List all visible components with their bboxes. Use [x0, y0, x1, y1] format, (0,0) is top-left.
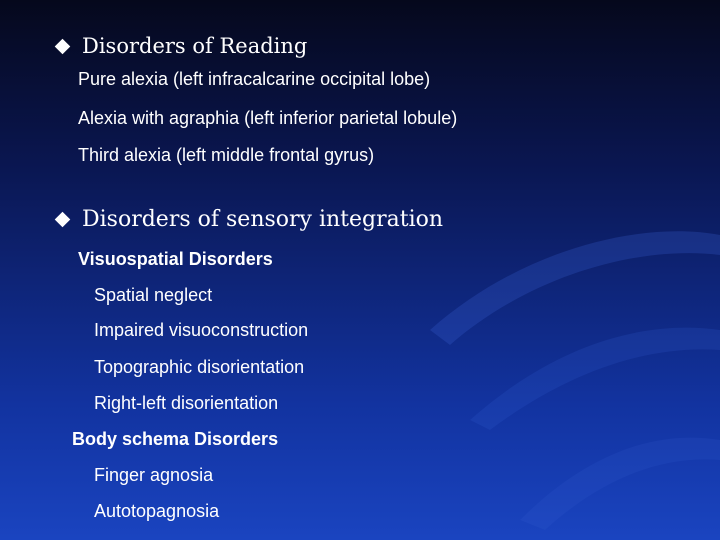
list-item: Finger agnosia: [94, 465, 214, 485]
list-item: Alexia with agraphia (left inferior parietal lobule): [78, 108, 458, 128]
section-heading-text: Disorders of sensory integration: [82, 207, 444, 232]
list-item: Autotopagnosia: [94, 501, 220, 521]
section-heading-reading: [52, 34, 307, 58]
list-item: Pure alexia (left infracalcarine occipital lobe): [78, 69, 431, 89]
section-heading-text: Disorders of Reading: [82, 34, 308, 58]
list-item: Spatial neglect: [94, 285, 213, 305]
list-item: Impaired visuoconstruction: [94, 320, 309, 340]
subsection-title-visuospatial: Visuospatial Disorders: [78, 249, 273, 269]
diamond-bullet-icon: [55, 38, 71, 54]
section-heading-sensory-integration: [52, 207, 443, 232]
subsection-title-body-schema: Body schema Disorders: [72, 429, 279, 449]
diamond-bullet-icon: [55, 212, 71, 228]
list-item: Topographic disorientation: [94, 357, 305, 377]
list-item: Third alexia (left middle frontal gyrus): [78, 145, 375, 165]
list-item: Right-left disorientation: [94, 393, 279, 413]
